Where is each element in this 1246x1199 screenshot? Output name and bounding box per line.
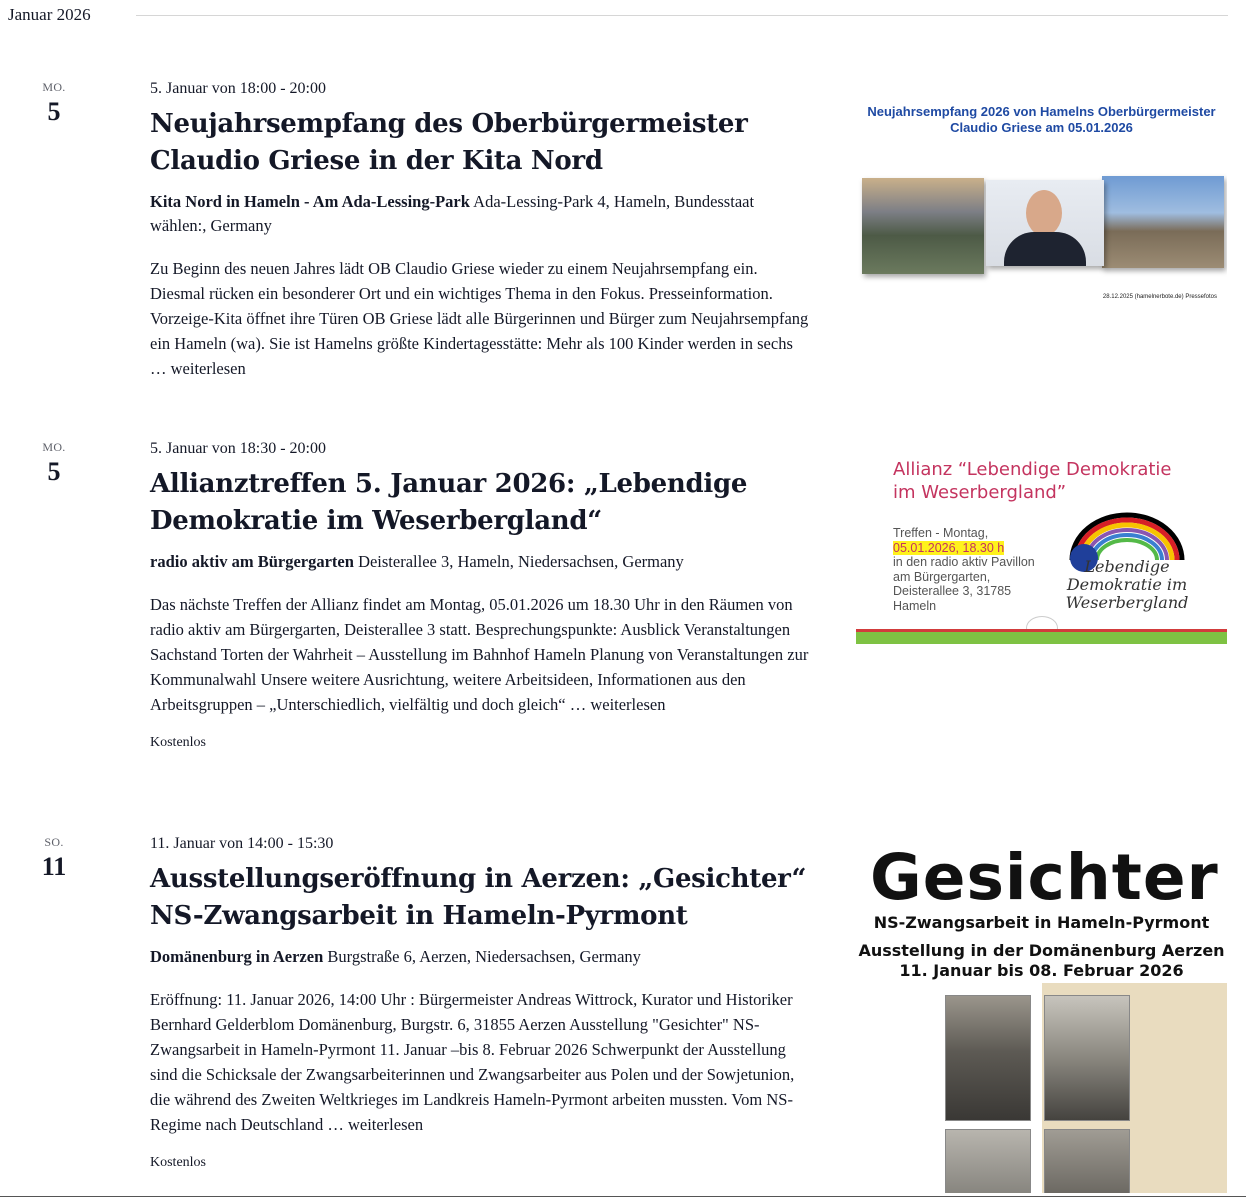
event-description (150, 592, 810, 717)
portrait-photo (986, 180, 1104, 266)
venue-address: Deisterallee 3, Hameln, Niedersachsen, Germany (353, 552, 684, 571)
event-day: 11 (41, 852, 67, 881)
venue-address: Ada-Lessing-Park 4, Hameln, Bundesstaat wählen:, Germany (150, 192, 755, 235)
event-title-link[interactable]: Allianztreffen 5. Januar 2026: „Lebendige Demokratie im Weserbergland“ (150, 469, 748, 536)
event-day: 5 (47, 457, 61, 486)
event-title-link[interactable]: Neujahrsempfang des Oberbürgermeister Claudio Griese in der Kita Nord (150, 109, 748, 176)
event-cost: Kostenlos (150, 1155, 206, 1170)
image-credit: 28.12.2025 (hamelnerbote.de) Pressefotos (1102, 294, 1217, 300)
portrait-photo (945, 1129, 1031, 1193)
venue-name: radio aktiv am Bürgergarten (150, 552, 354, 571)
read-more-link[interactable]: weiterlesen (347, 1115, 424, 1134)
description-text: Eröffnung: 11. Januar 2026, 14:00 Uhr : Bürgermeister Andreas Wittrock, Kurator und Historiker Bernhard Gelderblom Domänenburg, Burgstr. 6, 31855 Aerzen Ausstellung "Gesichter" NS-Zwangsarbeit in Hameln-Pyrmont 11. Januar –bis 8. Februar 2026 Schwerpunkt der Ausstellung sind die Schicksale der Zwangsarbeiterinnen und Zwangsarbeiter aus Polen und der Sowjetunion, die während des Zweiten Weltkrieges im Landkreis Hameln-Pyrmont arbeiten mussten. Vom NS-Regime nach Deutschland … (150, 990, 795, 1134)
event-body (150, 440, 810, 751)
event-image[interactable] (856, 843, 1227, 1193)
event-weekday: SO. (44, 835, 64, 849)
image-info: Treffen - Montag, 05.01.2026, 18.30 h in den radio aktiv Pavillon am Bürgergarten, Deisterallee 3, 31785 Hameln (893, 526, 1035, 613)
venue-name: Domänenburg in Aerzen (150, 947, 324, 966)
event-time: 5. Januar von 18:00 - 20:00 (150, 80, 326, 97)
image-title: Allianz “Lebendige Demokratie im Weserbergland” (893, 459, 1172, 503)
venue-address: Burgstraße 6, Aerzen, Niedersachsen, Germany (323, 947, 641, 966)
event-weekday: MO. (42, 440, 66, 454)
bottom-divider (0, 1196, 1246, 1197)
event-cost: Kostenlos (150, 735, 206, 750)
portrait-photo (1044, 995, 1130, 1121)
poster-subline: NS-Zwangsarbeit in Hameln-Pyrmont (873, 913, 1210, 932)
event-image[interactable] (856, 102, 1227, 322)
poster-headline: Gesichter (870, 843, 1219, 914)
description-text: Zu Beginn des neuen Jahres lädt OB Claudio Griese wieder zu einem Neujahrsempfang ein. Diesmal rücken ein besonderer Ort und ein wichtiges Thema in den Fokus. Presseinformation. Vorzeige-Kita öffnet ihre Türen OB Griese lädt alle Bürgerinnen und Bürger zum Neujahrsempfang ein Hameln (wa). Sie ist Hamelns größte Kindertagesstätte: Mehr als 100 Kinder werden in sechs … (150, 259, 809, 378)
event-venue (150, 945, 810, 969)
event-venue (150, 550, 810, 574)
month-header (8, 5, 1228, 29)
logo-text: Lebendige Demokratie im Weserbergland (1065, 557, 1189, 612)
kita-photo (862, 178, 984, 274)
event-date (28, 835, 80, 882)
description-text: Das nächste Treffen der Allianz findet am Montag, 05.01.2026 um 18.30 Uhr in den Räumen von radio aktiv am Bürgergarten, Deisterallee 3 statt. Besprechungspunkte: Ausblick Veranstaltungen Sachstand Torten der Wahrheit – Ausstellung im Bahnhof Hameln Planung von Veranstaltungen zur Kommunalwahl Unsere weitere Ausrichtung, weitere Arbeitsideen, Informationen aus den Arbeitsgruppen – „Unterschiedlich, vielfältig und doch gleich“ … (150, 595, 809, 714)
month-title: Januar 2026 (8, 5, 91, 24)
portrait-photo (945, 995, 1031, 1121)
event-time: 11. Januar von 14:00 - 15:30 (150, 835, 334, 852)
event-date (28, 80, 80, 127)
event-body (150, 80, 810, 381)
event-venue (150, 190, 810, 238)
event-description (150, 987, 810, 1137)
poster-exhibition: Ausstellung in der Domänenburg Aerzen 11. Januar bis 08. Februar 2026 (858, 941, 1225, 980)
read-more-link[interactable]: weiterlesen (590, 695, 666, 714)
event-date (28, 440, 80, 487)
event-description (150, 256, 810, 381)
event-title-link[interactable]: Ausstellungseröffnung in Aerzen: „Gesichter“ NS-Zwangsarbeit in Hameln-Pyrmont (150, 864, 807, 931)
event-day: 5 (47, 97, 61, 126)
venue-name: Kita Nord in Hameln - Am Ada-Lessing-Park (150, 192, 470, 211)
read-more-link[interactable]: weiterlesen (170, 359, 246, 378)
event-time: 5. Januar von 18:30 - 20:00 (150, 440, 326, 457)
image-caption: Neujahrsempfang 2026 von Hamelns Oberbürgermeister Claudio Griese am 05.01.2026 (867, 104, 1216, 135)
building-photo (1102, 176, 1224, 268)
event-body (150, 835, 810, 1171)
month-divider (136, 15, 1228, 16)
portrait-photo (1044, 1129, 1130, 1193)
event-image[interactable] (856, 446, 1227, 644)
green-stripe (856, 632, 1227, 644)
event-weekday: MO. (42, 80, 66, 94)
